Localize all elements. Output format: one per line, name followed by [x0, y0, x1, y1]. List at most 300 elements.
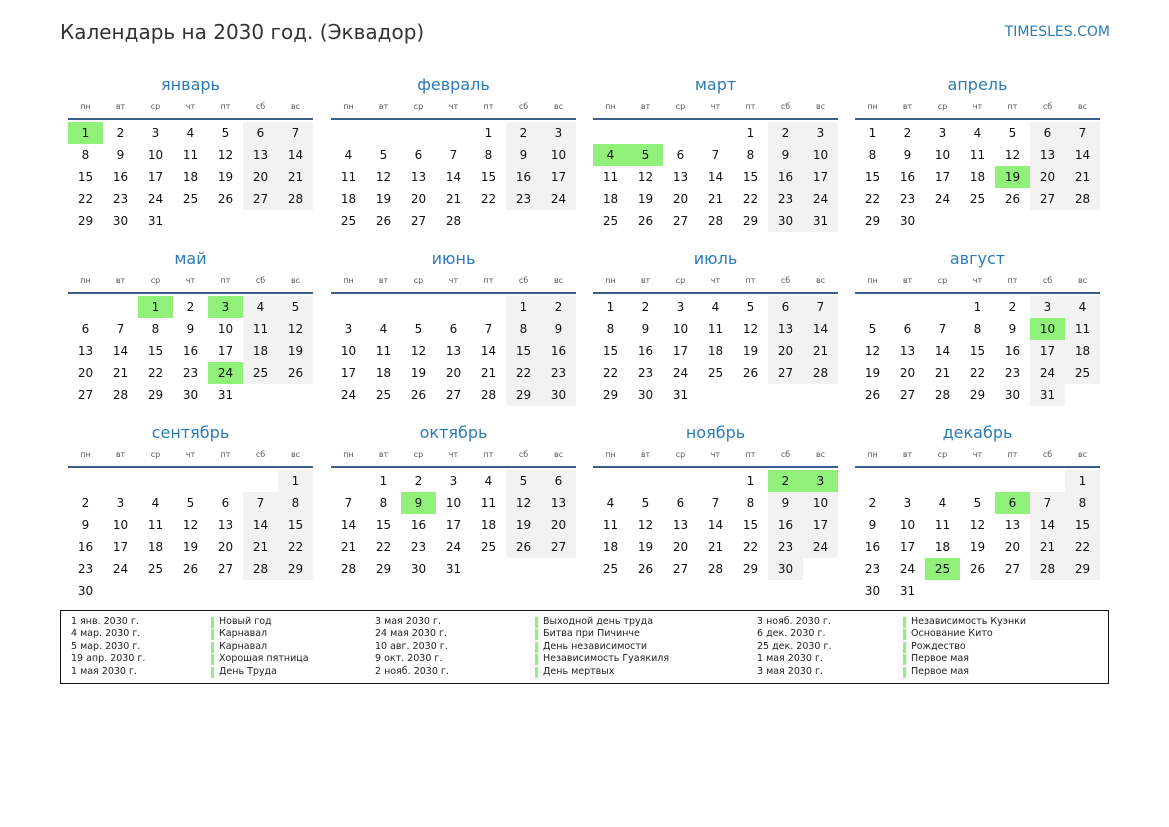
day-cell: 1	[278, 470, 313, 492]
week-row	[331, 296, 576, 318]
day-cell: 30	[541, 384, 576, 406]
week-row	[68, 340, 313, 362]
weekday-label: сб	[518, 450, 529, 459]
week-row	[331, 144, 576, 166]
day-cell: 3	[208, 296, 243, 318]
day-cell: 24	[803, 188, 838, 210]
empty-day-cell	[68, 470, 103, 492]
weekday-label: вт	[640, 276, 651, 285]
empty-day-cell	[173, 470, 208, 492]
site-link[interactable]: TIMESLES.COM	[1004, 24, 1110, 40]
day-cell: 20	[768, 340, 803, 362]
day-cell: 28	[112, 388, 129, 402]
day-cell: 29	[1065, 558, 1100, 580]
day-cell: 26	[969, 562, 986, 576]
empty-day-cell	[925, 580, 960, 602]
weekday-label: вт	[115, 102, 126, 111]
week-row	[331, 362, 576, 384]
weekday-label: сб	[518, 276, 529, 285]
day-cell: 23	[506, 188, 541, 210]
day-cell: 13	[672, 518, 689, 532]
empty-day-cell	[278, 210, 313, 232]
holiday-marker	[211, 642, 214, 653]
day-cell: 24	[445, 540, 462, 554]
week-row	[855, 492, 1100, 514]
day-cell: 9	[903, 148, 912, 162]
weekday-label: чт	[972, 102, 983, 111]
day-cell: 21	[707, 540, 724, 554]
day-cell: 14	[243, 514, 278, 536]
day-cell: 19	[864, 366, 881, 380]
week-row	[855, 470, 1100, 492]
week-row	[593, 558, 838, 580]
day-cell: 19	[278, 340, 313, 362]
empty-day-cell	[1030, 580, 1065, 602]
day-cell: 5	[1008, 126, 1017, 140]
weekday-label: ср	[413, 450, 424, 459]
empty-day-cell	[243, 210, 278, 232]
empty-day-cell	[506, 210, 541, 232]
week-row	[593, 340, 838, 362]
day-cell: 11	[147, 518, 164, 532]
empty-day-cell	[366, 296, 401, 318]
empty-day-cell	[436, 296, 471, 318]
weekday-label: сб	[518, 102, 529, 111]
day-cell: 22	[742, 192, 759, 206]
weekday-label: вс	[815, 276, 826, 285]
day-cell: 12	[637, 518, 654, 532]
day-cell: 28	[243, 558, 278, 580]
week-row	[593, 210, 838, 232]
week-row	[855, 384, 1100, 406]
day-cell: 15	[1065, 514, 1100, 536]
day-cell: 10	[1030, 318, 1065, 340]
day-cell: 17	[934, 170, 951, 184]
weekday-label: пн	[80, 102, 91, 111]
day-cell: 23	[637, 366, 654, 380]
day-cell: 14	[803, 318, 838, 340]
holiday-marker	[535, 617, 538, 628]
day-cell: 14	[278, 144, 313, 166]
day-cell: 9	[401, 492, 436, 514]
day-cell: 13	[410, 170, 427, 184]
empty-day-cell	[803, 384, 838, 406]
day-cell: 29	[742, 562, 759, 576]
day-cell: 8	[746, 496, 755, 510]
day-cell: 26	[410, 388, 427, 402]
day-cell: 18	[375, 366, 392, 380]
weekday-label: вс	[290, 450, 301, 459]
empty-day-cell	[243, 384, 278, 406]
day-cell: 24	[112, 562, 129, 576]
holiday-date: 1 янв. 2030 г.	[71, 616, 139, 627]
weekday-label: пн	[867, 276, 878, 285]
day-cell: 31	[899, 584, 916, 598]
weekday-label: сб	[255, 276, 266, 285]
week-row	[68, 514, 313, 536]
empty-day-cell	[103, 296, 138, 318]
legend-column	[71, 616, 309, 678]
day-cell: 8	[606, 322, 615, 336]
holiday-marker	[903, 617, 906, 628]
day-cell: 15	[864, 170, 881, 184]
empty-day-cell	[243, 580, 278, 602]
day-cell: 29	[77, 214, 94, 228]
day-cell: 3	[803, 470, 838, 492]
week-row	[331, 188, 576, 210]
week-row	[593, 362, 838, 384]
day-cell: 21	[112, 366, 129, 380]
weekday-header	[331, 448, 576, 468]
legend-item	[71, 641, 309, 653]
day-cell: 14	[340, 518, 357, 532]
weekday-label: пн	[343, 450, 354, 459]
week-row	[593, 166, 838, 188]
week-row	[855, 166, 1100, 188]
week-row	[593, 470, 838, 492]
day-cell: 8	[973, 322, 982, 336]
empty-day-cell	[366, 122, 401, 144]
day-cell: 18	[243, 340, 278, 362]
empty-day-cell	[1065, 580, 1100, 602]
day-cell: 20	[672, 540, 689, 554]
day-cell: 17	[445, 518, 462, 532]
week-row	[68, 492, 313, 514]
day-cell: 25	[340, 214, 357, 228]
weekday-label: сб	[1042, 102, 1053, 111]
holiday-marker	[903, 629, 906, 640]
day-cell: 18	[934, 540, 951, 554]
empty-day-cell	[663, 470, 698, 492]
week-row	[593, 318, 838, 340]
day-cell: 3	[151, 126, 160, 140]
day-cell: 26	[217, 192, 234, 206]
week-row	[331, 210, 576, 232]
holiday-marker	[211, 667, 214, 678]
day-cell: 21	[1065, 166, 1100, 188]
weekday-label: чт	[710, 276, 721, 285]
day-cell: 16	[1004, 344, 1021, 358]
day-cell: 14	[707, 170, 724, 184]
weekday-label: чт	[448, 450, 459, 459]
day-cell: 27	[410, 214, 427, 228]
day-cell: 30	[182, 388, 199, 402]
weekday-label: сб	[780, 450, 791, 459]
empty-day-cell	[1030, 470, 1065, 492]
day-cell: 5	[628, 144, 663, 166]
month-9	[68, 422, 313, 602]
holiday-marker	[903, 654, 906, 665]
week-row	[331, 492, 576, 514]
day-cell: 3	[116, 496, 125, 510]
day-cell: 12	[637, 170, 654, 184]
week-row	[855, 210, 1100, 232]
day-cell: 7	[484, 322, 493, 336]
day-cell: 2	[414, 474, 423, 488]
legend-item	[375, 641, 669, 653]
day-cell: 9	[1008, 322, 1017, 336]
day-cell: 8	[484, 148, 493, 162]
day-cell: 24	[672, 366, 689, 380]
day-cell: 29	[147, 388, 164, 402]
day-cell: 5	[973, 496, 982, 510]
empty-day-cell	[960, 580, 995, 602]
month-name: ноябрь	[685, 423, 746, 442]
day-cell: 3	[541, 122, 576, 144]
day-cell: 16	[899, 170, 916, 184]
weekday-label: пт	[220, 450, 231, 459]
day-cell: 8	[379, 496, 388, 510]
holiday-date: 3 нояб. 2030 г.	[757, 616, 831, 627]
day-cell: 9	[641, 322, 650, 336]
day-cell: 17	[672, 344, 689, 358]
day-cell: 20	[410, 192, 427, 206]
weekday-label: пт	[1007, 276, 1018, 285]
holiday-date: 19 апр. 2030 г.	[71, 653, 146, 665]
day-cell: 15	[77, 170, 94, 184]
weekday-label: пт	[1007, 450, 1018, 459]
day-cell: 27	[672, 214, 689, 228]
day-cell: 1	[484, 126, 493, 140]
day-cell: 30	[410, 562, 427, 576]
day-cell: 17	[899, 540, 916, 554]
weekday-label: вс	[1077, 450, 1088, 459]
weekday-label: сб	[1042, 276, 1053, 285]
day-cell: 1	[973, 300, 982, 314]
holiday-date: 1 мая 2030 г.	[71, 665, 137, 677]
weekday-label: сб	[255, 450, 266, 459]
holiday-legend	[60, 610, 1109, 684]
holiday-name: Карнавал	[219, 628, 268, 640]
day-cell: 20	[243, 166, 278, 188]
day-cell: 2	[116, 126, 125, 140]
day-cell: 19	[375, 192, 392, 206]
day-cell: 8	[81, 148, 90, 162]
day-cell: 18	[340, 192, 357, 206]
day-cell: 8	[868, 148, 877, 162]
week-row	[68, 580, 313, 602]
month-3	[593, 74, 838, 232]
day-cell: 3	[344, 322, 353, 336]
day-cell: 9	[868, 518, 877, 532]
day-cell: 28	[340, 562, 357, 576]
day-cell: 13	[217, 518, 234, 532]
day-cell: 20	[1004, 540, 1021, 554]
month-name: июнь	[431, 249, 476, 268]
day-cell: 1	[606, 300, 615, 314]
day-cell: 23	[541, 362, 576, 384]
day-cell: 17	[147, 170, 164, 184]
holiday-name: Независимость Куэнки	[911, 616, 1027, 627]
weekday-label: пт	[483, 102, 494, 111]
month-10	[331, 422, 576, 580]
holiday-name: Рождество	[911, 640, 966, 652]
day-cell: 10	[340, 344, 357, 358]
week-row	[855, 296, 1100, 318]
day-cell: 7	[938, 322, 947, 336]
day-cell: 8	[506, 318, 541, 340]
weekday-label: пн	[867, 450, 878, 459]
empty-day-cell	[890, 470, 925, 492]
day-cell: 4	[973, 126, 982, 140]
legend-column	[757, 616, 1026, 678]
week-row	[331, 536, 576, 558]
empty-day-cell	[436, 122, 471, 144]
weekday-label: чт	[185, 102, 196, 111]
day-cell: 26	[1004, 192, 1021, 206]
weekday-label: ср	[937, 450, 948, 459]
weekday-label: пн	[343, 276, 354, 285]
day-cell: 6	[414, 148, 423, 162]
weekday-label: ср	[675, 276, 686, 285]
week-row	[855, 318, 1100, 340]
empty-day-cell	[960, 210, 995, 232]
day-cell: 10	[147, 148, 164, 162]
empty-day-cell	[593, 122, 628, 144]
weekday-label: ср	[675, 102, 686, 111]
day-cell: 13	[899, 344, 916, 358]
day-cell: 22	[864, 192, 881, 206]
day-cell: 20	[1030, 166, 1065, 188]
day-cell: 23	[864, 562, 881, 576]
day-cell: 17	[803, 514, 838, 536]
empty-day-cell	[925, 296, 960, 318]
day-cell: 26	[637, 214, 654, 228]
empty-day-cell	[506, 558, 541, 580]
day-cell: 3	[938, 126, 947, 140]
day-cell: 10	[803, 492, 838, 514]
month-name: апрель	[947, 75, 1008, 94]
day-cell: 4	[243, 296, 278, 318]
holiday-name: Независимость Гуаякиля	[543, 653, 670, 665]
day-cell: 24	[934, 192, 951, 206]
day-cell: 4	[711, 300, 720, 314]
weekday-label: сб	[780, 276, 791, 285]
weekday-label: вт	[640, 450, 651, 459]
weekday-label: ср	[150, 450, 161, 459]
day-cell: 10	[934, 148, 951, 162]
weekday-label: вт	[640, 102, 651, 111]
day-cell: 14	[480, 344, 497, 358]
day-cell: 3	[903, 496, 912, 510]
day-cell: 14	[707, 518, 724, 532]
day-cell: 2	[641, 300, 650, 314]
empty-day-cell	[995, 210, 1030, 232]
legend-item	[71, 666, 309, 678]
day-cell: 15	[480, 170, 497, 184]
day-cell: 23	[768, 188, 803, 210]
day-cell: 24	[208, 362, 243, 384]
empty-day-cell	[1030, 210, 1065, 232]
weekday-header	[855, 100, 1100, 120]
day-cell: 30	[864, 584, 881, 598]
day-cell: 3	[803, 122, 838, 144]
weekday-label: пн	[80, 450, 91, 459]
week-row	[68, 296, 313, 318]
weekday-header	[68, 448, 313, 468]
day-cell: 17	[803, 166, 838, 188]
day-cell: 25	[147, 562, 164, 576]
weekday-label: пн	[605, 450, 616, 459]
weekday-label: вт	[115, 276, 126, 285]
day-cell: 22	[506, 362, 541, 384]
weekday-label: вт	[378, 276, 389, 285]
empty-day-cell	[243, 470, 278, 492]
day-cell: 21	[243, 536, 278, 558]
weekday-label: чт	[710, 450, 721, 459]
week-row	[855, 362, 1100, 384]
day-cell: 31	[147, 214, 164, 228]
weekday-label: вт	[378, 450, 389, 459]
day-cell: 25	[707, 366, 724, 380]
empty-day-cell	[768, 384, 803, 406]
day-cell: 11	[602, 518, 619, 532]
day-cell: 2	[186, 300, 195, 314]
week-row	[855, 122, 1100, 144]
week-row	[855, 144, 1100, 166]
week-row	[68, 122, 313, 144]
month-5	[68, 248, 313, 406]
day-cell: 4	[344, 148, 353, 162]
month-8	[855, 248, 1100, 406]
day-cell: 9	[506, 144, 541, 166]
weekday-label: ср	[150, 102, 161, 111]
holiday-marker	[535, 629, 538, 640]
day-cell: 30	[637, 388, 654, 402]
legend-item	[757, 653, 1026, 665]
legend-item	[71, 628, 309, 640]
day-cell: 27	[672, 562, 689, 576]
empty-day-cell	[960, 470, 995, 492]
day-cell: 27	[1004, 562, 1021, 576]
day-cell: 17	[112, 540, 129, 554]
day-cell: 13	[1030, 144, 1065, 166]
day-cell: 14	[445, 170, 462, 184]
day-cell: 25	[602, 214, 619, 228]
day-cell: 12	[182, 518, 199, 532]
day-cell: 2	[541, 296, 576, 318]
day-cell: 7	[711, 148, 720, 162]
day-cell: 12	[864, 344, 881, 358]
week-row	[593, 536, 838, 558]
weekday-label: ср	[937, 276, 948, 285]
week-row	[68, 144, 313, 166]
day-cell: 23	[182, 366, 199, 380]
legend-item	[375, 653, 669, 665]
day-cell: 7	[711, 496, 720, 510]
day-cell: 16	[112, 170, 129, 184]
day-cell: 9	[768, 492, 803, 514]
day-cell: 27	[77, 388, 94, 402]
holiday-name: Первое мая	[911, 653, 969, 665]
day-cell: 17	[1030, 340, 1065, 362]
month-name: август	[949, 249, 1006, 268]
day-cell: 23	[1004, 366, 1021, 380]
empty-day-cell	[173, 580, 208, 602]
empty-day-cell	[698, 470, 733, 492]
day-cell: 12	[410, 344, 427, 358]
holiday-marker	[903, 667, 906, 678]
day-cell: 19	[995, 166, 1030, 188]
weekday-label: вс	[815, 450, 826, 459]
holiday-date: 5 мар. 2030 г.	[71, 640, 141, 652]
day-cell: 8	[278, 492, 313, 514]
empty-day-cell	[925, 470, 960, 492]
week-row	[855, 188, 1100, 210]
day-cell: 19	[410, 366, 427, 380]
day-cell: 10	[541, 144, 576, 166]
weekday-label: сб	[780, 102, 791, 111]
